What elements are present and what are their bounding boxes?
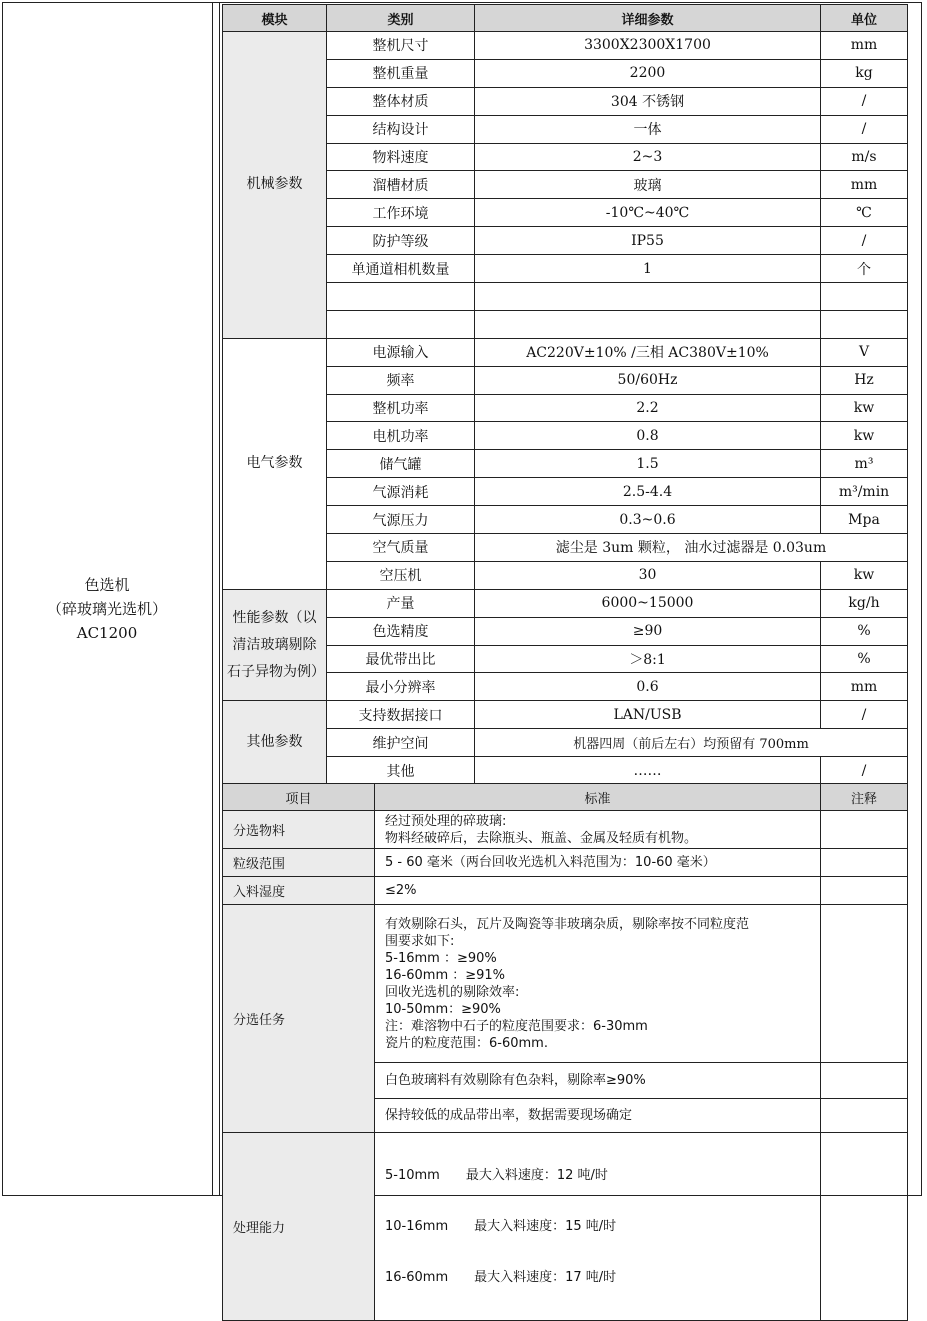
unit-cell: % xyxy=(821,617,908,645)
category-cell: 频率 xyxy=(327,366,475,394)
unit-cell: kw xyxy=(821,394,908,422)
detail-cell: 3300X2300X1700 xyxy=(475,32,821,60)
detail-cell: AC220V±10% /三相 AC380V±10% xyxy=(475,338,821,366)
unit-cell: m³/min xyxy=(821,478,908,506)
item-cell: 分选任务 xyxy=(223,905,375,1133)
standard-line: 经过预处理的碎玻璃: xyxy=(385,813,507,829)
note-cell xyxy=(821,1133,908,1321)
unit-cell: 个 xyxy=(821,255,908,283)
module-other: 其他参数 xyxy=(223,701,327,785)
detail-cell: 0.3~0.6 xyxy=(475,506,821,534)
category-cell: 最优带出比 xyxy=(327,645,475,673)
item-cell: 分选物料 xyxy=(223,811,375,849)
category-cell: 溜槽材质 xyxy=(327,171,475,199)
note-cell xyxy=(821,811,908,849)
detail-cell: 一体 xyxy=(475,115,821,143)
category-cell: 单通道相机数量 xyxy=(327,255,475,283)
category-cell: 维护空间 xyxy=(327,729,475,757)
standard-line: 围要求如下: xyxy=(385,933,455,949)
category-cell: 整机尺寸 xyxy=(327,32,475,60)
unit-cell: / xyxy=(821,227,908,255)
unit-cell: / xyxy=(821,87,908,115)
detail-cell: 50/60Hz xyxy=(475,366,821,394)
category-cell: 支持数据接口 xyxy=(327,701,475,729)
standard-line: 有效剔除石头，瓦片及陶瓷等非玻璃杂质，剔除率按不同粒度范 xyxy=(385,916,750,932)
detail-cell: 6000~15000 xyxy=(475,589,821,617)
standard-line: 5-10mm 最大入料速度：12 吨/时 xyxy=(385,1168,608,1183)
unit-cell: kg/h xyxy=(821,589,908,617)
table-header-row xyxy=(223,5,908,32)
unit-cell: m/s xyxy=(821,143,908,171)
category-cell: 其他 xyxy=(327,757,475,785)
unit-cell: kw xyxy=(821,422,908,450)
category-cell: 储气罐 xyxy=(327,450,475,478)
standard-cell xyxy=(375,811,821,849)
header-standard: 标准 xyxy=(375,784,821,811)
detail-cell: LAN/USB xyxy=(475,701,821,729)
empty-cell xyxy=(327,310,475,338)
standard-cell: ≤2% xyxy=(375,877,821,905)
detail-cell: 30 xyxy=(475,561,821,589)
detail-cell: 2.2 xyxy=(475,394,821,422)
detail-cell: -10℃~40℃ xyxy=(475,199,821,227)
unit-cell: mm xyxy=(821,171,908,199)
standard-cell xyxy=(375,1133,821,1321)
detail-cell: 机器四周（前后左右）均预留有 700mm xyxy=(475,729,908,757)
empty-cell xyxy=(475,310,821,338)
category-cell: 电源输入 xyxy=(327,338,475,366)
category-cell: 物料速度 xyxy=(327,143,475,171)
standard-line: 16-60mm 最大入料速度：17 吨/时 xyxy=(385,1270,617,1285)
product-subtitle: （碎玻璃光选机） xyxy=(46,600,167,618)
table-row xyxy=(223,701,908,729)
empty-cell xyxy=(821,283,908,311)
unit-cell: / xyxy=(821,757,908,785)
detail-cell: 1 xyxy=(475,255,821,283)
standard-line: 10-50mm：≥90% xyxy=(385,1001,501,1017)
detail-cell: 玻璃 xyxy=(475,171,821,199)
header-unit: 单位 xyxy=(821,5,908,32)
category-cell: 最小分辨率 xyxy=(327,673,475,701)
category-cell: 整体材质 xyxy=(327,87,475,115)
detail-cell: 0.8 xyxy=(475,422,821,450)
detail-cell: …… xyxy=(475,757,821,785)
note-cell xyxy=(821,1099,908,1133)
table-row xyxy=(223,905,908,1063)
standard-line: 瓷片的粒度范围：6-60mm. xyxy=(385,1035,548,1051)
standard-line: 10-16mm 最大入料速度：15 吨/时 xyxy=(385,1219,617,1234)
table-row xyxy=(223,877,908,905)
table-row xyxy=(223,811,908,849)
detail-cell: 2.5-4.4 xyxy=(475,478,821,506)
detail-cell: 1.5 xyxy=(475,450,821,478)
category-cell: 气源压力 xyxy=(327,506,475,534)
header-note: 注释 xyxy=(821,784,908,811)
unit-cell: Hz xyxy=(821,366,908,394)
standard-cell: 白色玻璃料有效剔除有色杂料，剔除率≥90% xyxy=(375,1063,821,1099)
unit-cell: kw xyxy=(821,561,908,589)
note-cell xyxy=(821,877,908,905)
category-cell: 整机重量 xyxy=(327,59,475,87)
category-cell: 结构设计 xyxy=(327,115,475,143)
category-cell: 电机功率 xyxy=(327,422,475,450)
item-cell: 粒级范围 xyxy=(223,849,375,877)
product-name xyxy=(47,573,167,645)
detail-cell: 2200 xyxy=(475,59,821,87)
standard-cell xyxy=(375,905,821,1063)
header-item: 项目 xyxy=(223,784,375,811)
standard-line: 5-16mm ：≥90% xyxy=(385,950,497,966)
table-row xyxy=(223,1133,908,1321)
unit-cell: % xyxy=(821,645,908,673)
note-cell xyxy=(821,849,908,877)
detail-cell: ≥90 xyxy=(475,617,821,645)
table-row xyxy=(223,849,908,877)
table-row xyxy=(223,338,908,366)
module-mechanical: 机械参数 xyxy=(223,32,327,339)
note-cell xyxy=(821,905,908,1063)
standard-cell: 5 - 60 毫米（两台回收光选机入料范围为：10-60 毫米） xyxy=(375,849,821,877)
detail-cell: IP55 xyxy=(475,227,821,255)
product-name-cell xyxy=(2,2,213,1196)
empty-cell xyxy=(475,283,821,311)
detail-cell: 滤尘是 3um 颗粒， 油水过滤器是 0.03um xyxy=(475,534,908,562)
product-model: AC1200 xyxy=(76,624,138,642)
module-performance: 性能参数（以清洁玻璃剔除石子异物为例） xyxy=(223,589,327,701)
category-cell: 气源消耗 xyxy=(327,478,475,506)
standard-line: 注：难溶物中石子的粒度范围要求：6-30mm xyxy=(385,1018,648,1034)
category-cell: 产量 xyxy=(327,589,475,617)
detail-cell: 0.6 xyxy=(475,673,821,701)
detail-cell: 304 不锈钢 xyxy=(475,87,821,115)
table-row xyxy=(223,589,908,617)
category-cell: 空压机 xyxy=(327,561,475,589)
table-header-row xyxy=(223,784,908,811)
unit-cell: / xyxy=(821,115,908,143)
module-electrical: 电气参数 xyxy=(223,338,327,589)
divider xyxy=(219,2,220,1196)
empty-cell xyxy=(327,283,475,311)
standard-line: 16-60mm ：≥91% xyxy=(385,967,506,983)
unit-cell: ℃ xyxy=(821,199,908,227)
empty-cell xyxy=(821,310,908,338)
header-detail: 详细参数 xyxy=(475,5,821,32)
product-type: 色选机 xyxy=(84,576,130,594)
unit-cell: m³ xyxy=(821,450,908,478)
unit-cell: V xyxy=(821,338,908,366)
note-cell xyxy=(821,1063,908,1099)
unit-cell: mm xyxy=(821,673,908,701)
standard-line: 回收光选机的剔除效率: xyxy=(385,984,520,1000)
item-cell: 入料湿度 xyxy=(223,877,375,905)
category-cell: 色选精度 xyxy=(327,617,475,645)
unit-cell: Mpa xyxy=(821,506,908,534)
detail-cell: 2~3 xyxy=(475,143,821,171)
item-cell: 处理能力 xyxy=(223,1133,375,1321)
category-cell: 空气质量 xyxy=(327,534,475,562)
category-cell: 防护等级 xyxy=(327,227,475,255)
table-row xyxy=(223,32,908,60)
header-category: 类别 xyxy=(327,5,475,32)
standards-table xyxy=(222,783,908,1321)
standard-line: 物料经破碎后，去除瓶头、瓶盖、金属及轻质有机物。 xyxy=(385,830,698,846)
detail-cell: ＞8:1 xyxy=(475,645,821,673)
header-module: 模块 xyxy=(223,5,327,32)
category-cell: 工作环境 xyxy=(327,199,475,227)
parameters-table xyxy=(222,4,908,785)
category-cell: 整机功率 xyxy=(327,394,475,422)
unit-cell: kg xyxy=(821,59,908,87)
standard-cell: 保持较低的成品带出率，数据需要现场确定 xyxy=(375,1099,821,1133)
unit-cell: / xyxy=(821,701,908,729)
unit-cell: mm xyxy=(821,32,908,60)
